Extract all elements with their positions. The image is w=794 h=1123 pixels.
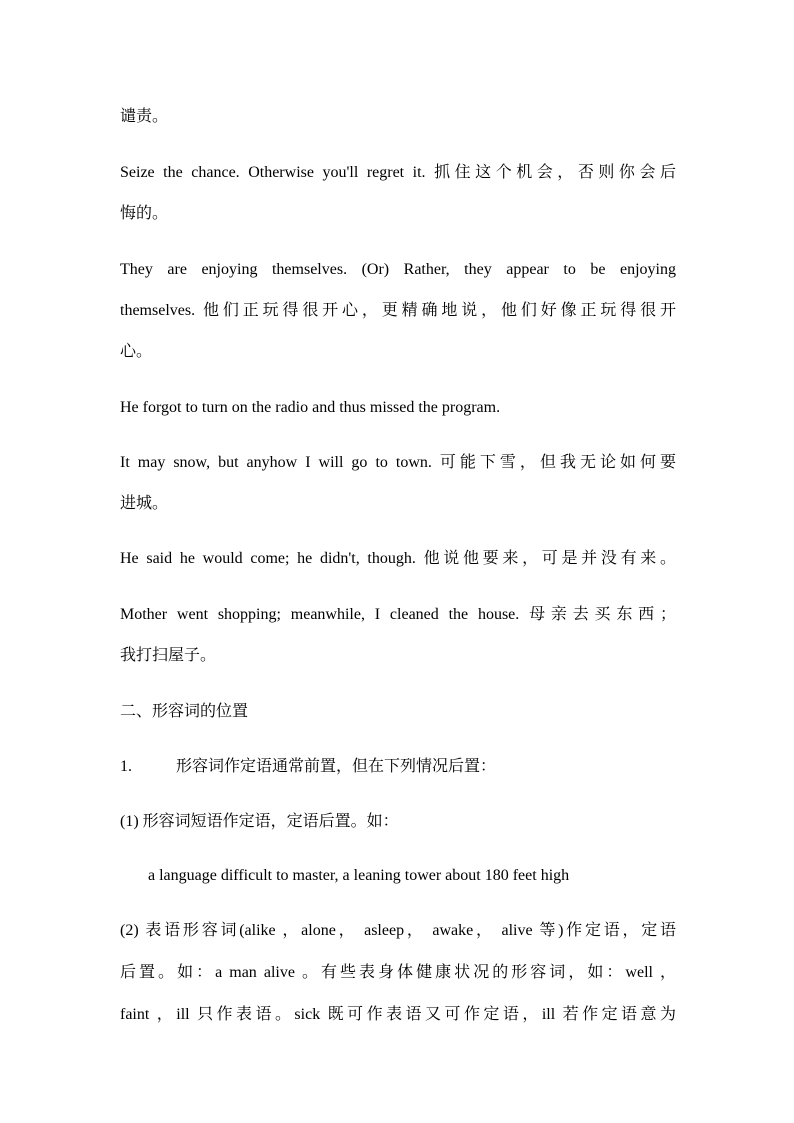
text-line: (2) 表语形容词(alike ，alone， asleep， awake， alive 等)作定语，定语	[120, 922, 676, 939]
numbered-item	[120, 756, 676, 778]
item-text: 形容词作定语通常前置，但在下列情况后置：	[176, 758, 497, 775]
text-line: Seize the chance. Otherwise you'll regret it. 抓住这个机会，否则你会后	[120, 164, 676, 181]
text-line: 我打扫屋子。	[120, 647, 217, 664]
section-heading: 二、形容词的位置	[120, 703, 249, 720]
text-line: faint ，ill 只作表语。sick 既可作表语又可作定语，ill 若作定语意为	[120, 1006, 676, 1023]
text-line: (1) 形容词短语作定语，定语后置。如：	[120, 813, 399, 830]
text-line: 心。	[120, 343, 153, 360]
text-line: 进城。	[120, 495, 169, 512]
item-number: 1.	[120, 758, 132, 775]
text-line: 后置。如：a man alive 。有些表身体健康状况的形容词，如：well ，	[120, 964, 676, 981]
text-line: He said he would come; he didn't, though. 他说他要来，可是并没有来。	[120, 550, 676, 567]
text-line: He forgot to turn on the radio and thus missed the program.	[120, 399, 501, 416]
text-line: Mother went shopping; meanwhile, I cleaned the house. 母亲去买东西；	[120, 606, 676, 623]
text-line: themselves. 他们正玩得很开心，更精确地说，他们好像正玩得很开	[120, 302, 676, 319]
text-line: 悔的。	[120, 205, 169, 222]
text-line: 谴责。	[120, 108, 169, 125]
example-line: a language difficult to master, a leaning tower about 180 feet high	[148, 867, 570, 884]
text-line: It may snow, but anyhow I will go to town. 可能下雪，但我无论如何要	[120, 454, 676, 471]
text-line: They are enjoying themselves. (Or) Rather, they appear to be enjoying	[120, 261, 676, 278]
